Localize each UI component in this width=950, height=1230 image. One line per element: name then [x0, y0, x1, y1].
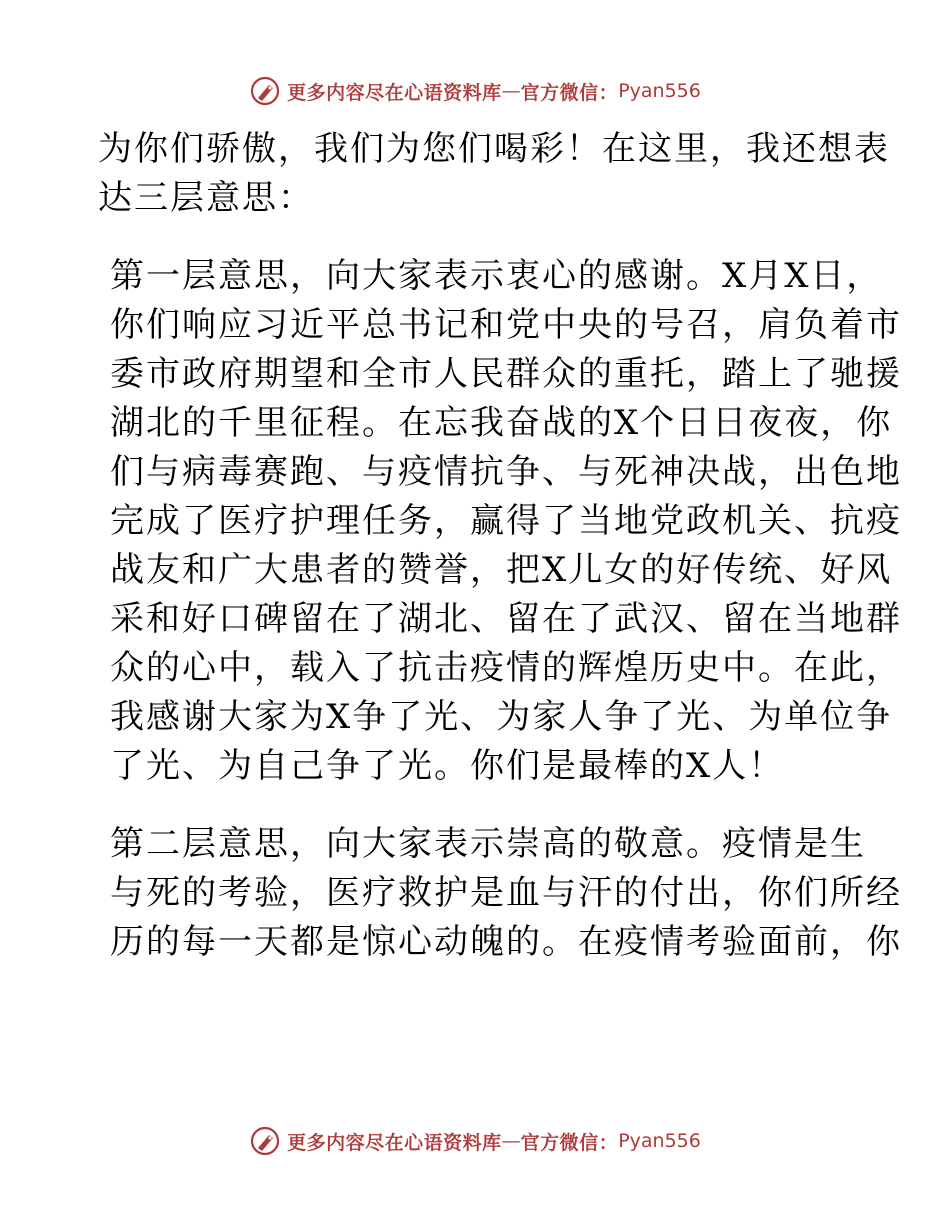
footer-watermark — [0, 1121, 950, 1161]
text-line: 战友和广大患者的赞誉，把X儿女的好传统、好风 — [110, 550, 893, 590]
document-body — [98, 125, 902, 967]
wechat-label: 官方微信： — [520, 1131, 619, 1154]
text-line: 了光、为自己争了光。你们是最棒的X人！ — [110, 746, 785, 786]
header-watermark — [0, 71, 950, 111]
banner-dash: — — [501, 1130, 521, 1152]
banner-dash: — — [501, 80, 521, 102]
text-line: 我感谢大家为X争了光、为家人争了光、为单位争 — [110, 697, 893, 737]
paragraph-1 — [98, 125, 890, 223]
wechat-label: 官方微信： — [520, 81, 619, 104]
pen-nib-icon — [249, 1125, 281, 1157]
text-line: 达三层意思： — [98, 178, 314, 218]
text-line: 第二层意思，向大家表示崇高的敬意。疫情是生 — [110, 824, 866, 864]
text-line: 们与病毒赛跑、与疫情抗争、与死神决战，出色地 — [110, 452, 902, 492]
paragraph-2 — [98, 252, 902, 791]
text-line: 委市政府期望和全市人民群众的重托，踏上了驰援 — [110, 354, 902, 394]
pen-nib-icon — [249, 75, 281, 107]
text-line: 为你们骄傲，我们为您们喝彩！在这里，我还想表 — [98, 129, 890, 169]
text-line: 第一层意思，向大家表示衷心的感谢。X月X日， — [110, 256, 883, 296]
text-line: 采和好口碑留在了湖北、留在了武汉、留在当地群 — [110, 599, 902, 639]
text-line: 完成了医疗护理任务，赢得了当地党政机关、抗疫 — [110, 501, 902, 541]
paragraph-3 — [98, 820, 902, 967]
brand-text: 更多内容尽在心语资料库 — [287, 1131, 502, 1154]
wechat-id: Pyan556 — [618, 80, 701, 102]
text-line: 历的每一天都是惊心动魄的。在疫情考验面前，你 — [110, 922, 902, 962]
text-line: 与死的考验，医疗救护是血与汗的付出，你们所经 — [110, 873, 902, 913]
brand-text: 更多内容尽在心语资料库 — [287, 81, 502, 104]
wechat-id: Pyan556 — [618, 1130, 701, 1152]
text-line: 你们响应习近平总书记和党中央的号召，肩负着市 — [110, 305, 902, 345]
text-line: 众的心中，载入了抗击疫情的辉煌历史中。在此， — [110, 648, 902, 688]
text-line: 湖北的千里征程。在忘我奋战的X个日日夜夜，你 — [110, 403, 893, 443]
